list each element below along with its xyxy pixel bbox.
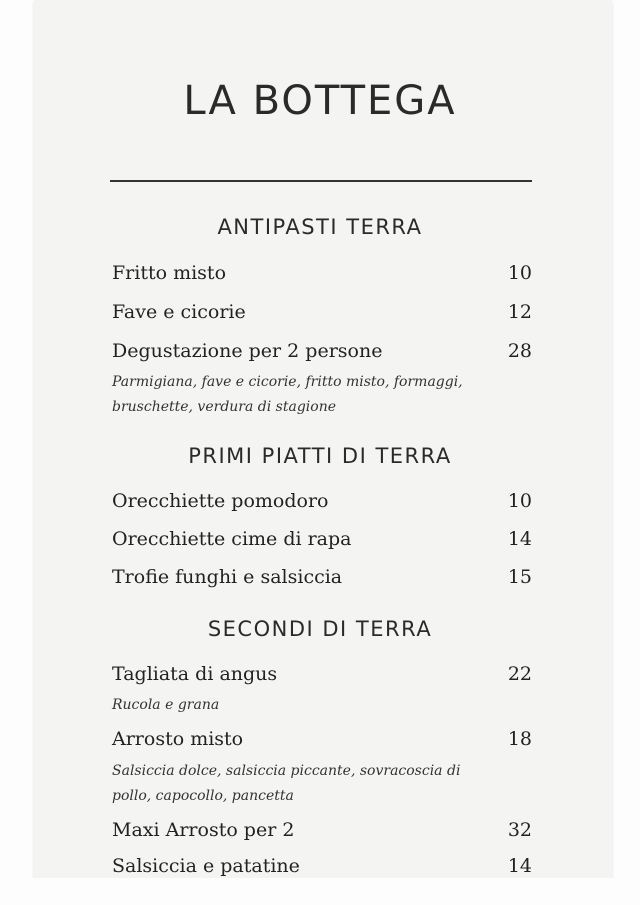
section-heading: ANTIPASTI TERRA xyxy=(217,215,423,239)
item-price: 14 xyxy=(507,855,532,877)
item-description: Salsiccia dolce, salsiccia piccante, sovracoscia di pollo, capocollo, pancetta xyxy=(112,763,461,804)
page-bottom-edge xyxy=(0,878,640,905)
item-name: Orecchiette pomodoro xyxy=(112,490,329,512)
item-name: Tagliata di angus xyxy=(112,663,278,685)
item-name: Salsiccia e patatine xyxy=(112,855,300,877)
item-description: Parmigiana, fave e cicorie, fritto misto, formaggi, bruschette, verdura di stagione xyxy=(112,374,463,415)
item-name: Arrosto misto xyxy=(112,728,244,750)
item-price: 22 xyxy=(507,663,532,685)
item-price: 10 xyxy=(507,262,532,284)
item-price: 12 xyxy=(507,301,532,323)
item-name: Orecchiette cime di rapa xyxy=(112,528,352,550)
item-price: 18 xyxy=(507,728,532,750)
item-price: 10 xyxy=(507,490,532,512)
item-name: Fave e cicorie xyxy=(112,301,246,323)
item-description: Rucola e grana xyxy=(112,697,220,713)
item-price: 32 xyxy=(507,819,532,841)
item-name: Degustazione per 2 persone xyxy=(112,340,383,362)
item-price: 14 xyxy=(507,528,532,550)
item-price: 15 xyxy=(507,566,532,588)
item-name: Fritto misto xyxy=(112,262,227,284)
item-price: 28 xyxy=(507,340,532,362)
section-heading: PRIMI PIATTI DI TERRA xyxy=(188,444,452,468)
restaurant-title: LA BOTTEGA xyxy=(183,78,457,124)
item-name: Trofie funghi e salsiccia xyxy=(112,566,343,588)
section-heading: SECONDI DI TERRA xyxy=(207,617,433,641)
divider xyxy=(110,180,532,182)
item-name: Maxi Arrosto per 2 xyxy=(112,819,295,841)
